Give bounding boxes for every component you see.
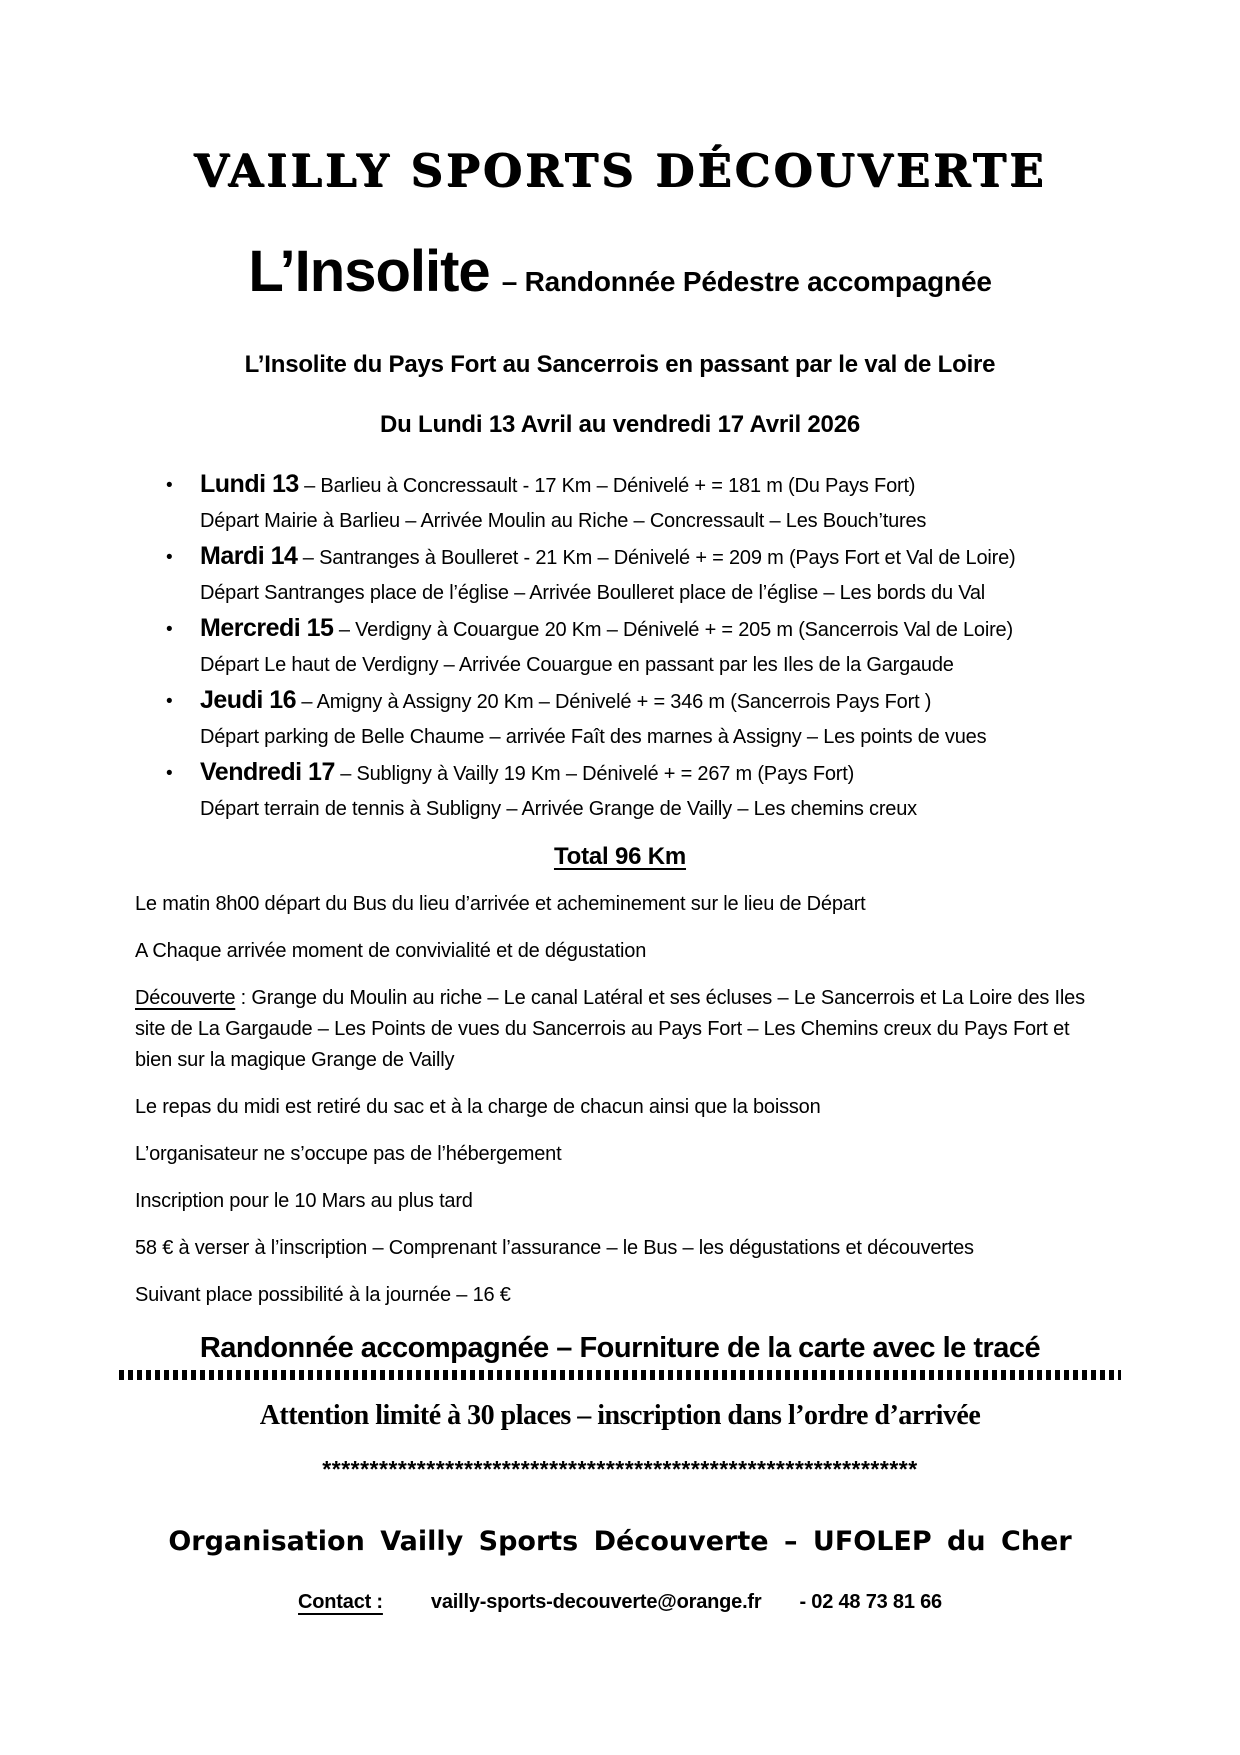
day-summary: – Amigny à Assigny 20 Km – Dénivelé + = 346 m (Sancerrois Pays Fort ) bbox=[296, 691, 932, 713]
day-summary: – Barlieu à Concressault - 17 Km – Dénivelé + = 181 m (Du Pays Fort) bbox=[298, 475, 916, 497]
day-detail: Départ Mairie à Barlieu – Arrivée Moulin au Riche – Concressault – Les Bouch’tures bbox=[200, 510, 927, 532]
paragraph-convivialite: A Chaque arrivée moment de convivialité et de dégustation bbox=[135, 940, 647, 962]
paragraph-hebergement: L’organisateur ne s’occupe pas de l’hébergement bbox=[135, 1143, 562, 1165]
day-summary: – Subligny à Vailly 19 Km – Dénivelé + = 267 m (Pays Fort) bbox=[334, 763, 855, 785]
day-item-vendredi bbox=[166, 755, 1105, 827]
contact-label: Contact : bbox=[298, 1591, 383, 1613]
paragraph-inscription: Inscription pour le 10 Mars au plus tard bbox=[135, 1190, 473, 1212]
day-item-mercredi bbox=[166, 611, 1105, 683]
day-line bbox=[200, 611, 1105, 648]
dotted-separator bbox=[119, 1370, 1121, 1380]
day-item-jeudi bbox=[166, 683, 1105, 755]
day-line bbox=[200, 467, 1105, 504]
day-list bbox=[135, 467, 1105, 827]
day-item-lundi bbox=[166, 467, 1105, 539]
day-name: Mercredi 15 bbox=[200, 614, 334, 642]
document-page bbox=[135, 0, 1105, 1616]
bullet-icon: • bbox=[166, 691, 173, 712]
dates-heading: Du Lundi 13 Avril au vendredi 17 Avril 2026 bbox=[379, 411, 860, 438]
page-title: VAILLY SPORTS DÉCOUVERTE bbox=[193, 144, 1047, 197]
subtitle-main: L’Insolite bbox=[248, 239, 490, 304]
day-line bbox=[200, 755, 1105, 792]
paragraph-repas: Le repas du midi est retiré du sac et à la charge de chacun ainsi que la boisson bbox=[135, 1096, 821, 1118]
day-name: Jeudi 16 bbox=[200, 686, 297, 714]
decouverte-lead: Découverte bbox=[135, 987, 236, 1009]
day-summary: – Santranges à Boulleret - 21 Km – Dénivelé + = 209 m (Pays Fort et Val de Loire) bbox=[297, 547, 1016, 569]
route-heading: L’Insolite du Pays Fort au Sancerrois en passant par le val de Loire bbox=[244, 351, 996, 378]
subtitle-rest: – Randonnée Pédestre accompagnée bbox=[501, 266, 992, 297]
day-detail: Départ terrain de tennis à Subligny – Arrivée Grange de Vailly – Les chemins creux bbox=[200, 798, 917, 820]
day-detail: Départ parking de Belle Chaume – arrivée Faît des marnes à Assigny – Les points de vues bbox=[200, 726, 987, 748]
day-name: Lundi 13 bbox=[200, 470, 299, 498]
day-line bbox=[200, 683, 1105, 720]
accompagnee-line: Randonnée accompagnée – Fourniture de la carte avec le tracé bbox=[199, 1332, 1041, 1364]
day-name: Mardi 14 bbox=[200, 542, 298, 570]
day-detail: Départ Le haut de Verdigny – Arrivée Couargue en passant par les Iles de la Gargaude bbox=[200, 654, 954, 676]
day-item-mardi bbox=[166, 539, 1105, 611]
paragraph-journee: Suivant place possibilité à la journée – 16 € bbox=[135, 1284, 511, 1306]
contact-line bbox=[135, 1588, 1105, 1616]
paragraph-decouverte bbox=[135, 983, 1105, 1076]
contact-email: vailly-sports-decouverte@orange.fr bbox=[430, 1591, 762, 1613]
paragraph-tarif: 58 € à verser à l’inscription – Comprenant l’assurance – le Bus – les dégustations et découvertes bbox=[135, 1237, 974, 1259]
organisation-line: Organisation Vailly Sports Découverte – UFOLEP du Cher bbox=[168, 1526, 1072, 1557]
day-name: Vendredi 17 bbox=[200, 758, 335, 786]
decouverte-text: : Grange du Moulin au riche – Le canal Latéral et ses écluses – Le Sancerrois et La Loire des Iles site de La Gargaude – Les Points de vues du Sancerrois au Pays Fort – Les Chemins creux du Pays Fort et bien sur la magique Grange de Vailly bbox=[135, 987, 1085, 1071]
bullet-icon: • bbox=[166, 619, 173, 640]
bullet-icon: • bbox=[166, 763, 173, 784]
total-distance: Total 96 Km bbox=[553, 843, 687, 870]
subtitle bbox=[135, 238, 1105, 305]
bullet-icon: • bbox=[166, 475, 173, 496]
bullet-icon: • bbox=[166, 547, 173, 568]
day-summary: – Verdigny à Couargue 20 Km – Dénivelé + = 205 m (Sancerrois Val de Loire) bbox=[333, 619, 1013, 641]
asterisk-separator: *************************************************************** bbox=[322, 1456, 918, 1482]
paragraph-bus: Le matin 8h00 départ du Bus du lieu d’arrivée et acheminement sur le lieu de Départ bbox=[135, 893, 866, 915]
attention-line: Attention limité à 30 places – inscription dans l’ordre d’arrivée bbox=[259, 1400, 981, 1431]
day-line bbox=[200, 539, 1105, 576]
contact-phone: - 02 48 73 81 66 bbox=[799, 1591, 942, 1613]
day-detail: Départ Santranges place de l’église – Arrivée Boulleret place de l’église – Les bords du Val bbox=[200, 582, 986, 604]
